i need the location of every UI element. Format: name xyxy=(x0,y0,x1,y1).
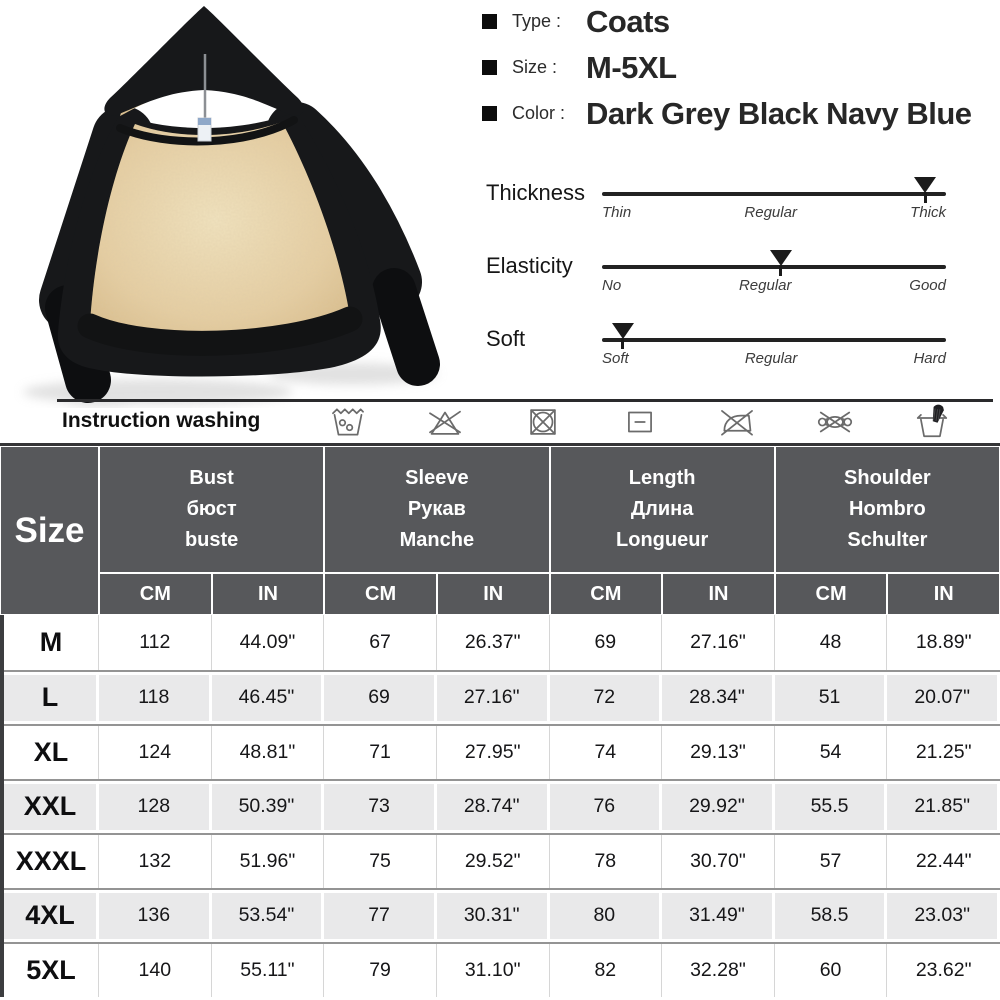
size-row-xxl xyxy=(4,779,1000,834)
size-row-4xl xyxy=(4,888,1000,943)
attribute-row xyxy=(482,97,972,130)
measurement-cell: 32.28" xyxy=(662,944,775,997)
measurement-cell: 55.5 xyxy=(775,781,888,834)
size-row-m xyxy=(4,615,1000,670)
measurement-cell: 76 xyxy=(550,781,663,834)
size-label-cell: L xyxy=(4,672,99,725)
size-label-cell: XL xyxy=(4,726,99,779)
measurement-cell: 140 xyxy=(99,944,212,997)
scale-tick-label: Regular xyxy=(738,277,792,294)
column-group-line: Bust xyxy=(189,467,234,489)
column-group-line: buste xyxy=(184,529,239,551)
column-group-line: Рукав xyxy=(407,498,466,520)
measurement-cell: 48.81" xyxy=(212,726,325,779)
measurement-cell: 27.16" xyxy=(437,672,550,725)
product-attributes xyxy=(482,5,972,143)
measurement-cell: 77 xyxy=(324,890,437,943)
unit-header: CM xyxy=(99,573,212,615)
measurement-cell: 128 xyxy=(99,781,212,834)
measurement-cell: 28.34" xyxy=(662,672,775,725)
column-group-header xyxy=(99,446,324,573)
measurement-cell: 27.95" xyxy=(437,726,550,779)
measurement-cell: 23.03" xyxy=(887,890,1000,943)
size-label-cell: M xyxy=(4,615,99,670)
measurement-cell: 51 xyxy=(775,672,888,725)
dry-flat-icon xyxy=(618,402,662,442)
measurement-cell: 30.31" xyxy=(437,890,550,943)
measurement-cell: 78 xyxy=(550,835,663,888)
measurement-cell: 28.74" xyxy=(437,781,550,834)
measurement-cell: 67 xyxy=(324,615,437,670)
measurement-cell: 69 xyxy=(324,672,437,725)
unit-header: CM xyxy=(775,573,888,615)
size-row-5xl xyxy=(4,942,1000,997)
size-label-cell: XXL xyxy=(4,781,99,834)
measurement-cell: 20.07" xyxy=(887,672,1000,725)
column-group-line: Hombro xyxy=(849,498,926,520)
measurement-cell: 48 xyxy=(775,615,888,670)
size-table xyxy=(0,443,1000,997)
attribute-row xyxy=(482,51,972,84)
measurement-cell: 31.49" xyxy=(662,890,775,943)
attribute-label: Size : xyxy=(512,57,558,77)
do-not-wring-icon xyxy=(813,402,857,442)
scale-track xyxy=(602,338,946,342)
measurement-cell: 29.92" xyxy=(662,781,775,834)
machine-wash-icon xyxy=(326,402,370,442)
scale-name: Elasticity xyxy=(486,253,573,278)
measurement-cell: 75 xyxy=(324,835,437,888)
scale-thickness xyxy=(482,168,950,241)
measurement-cell: 21.85" xyxy=(887,781,1000,834)
bullet-square-icon xyxy=(482,60,497,75)
size-table-body xyxy=(0,615,1000,997)
measurement-cell: 54 xyxy=(775,726,888,779)
unit-header: IN xyxy=(887,573,1000,615)
measurement-cell: 57 xyxy=(775,835,888,888)
size-row-l xyxy=(4,670,1000,725)
column-group-line: Longueur xyxy=(616,529,709,551)
measurement-cell: 29.52" xyxy=(437,835,550,888)
measurement-cell: 55.11" xyxy=(212,944,325,997)
do-not-iron-icon xyxy=(715,402,759,442)
measurement-cell: 18.89" xyxy=(915,630,972,653)
column-group-line: Shoulder xyxy=(844,467,931,489)
scale-tick-label: Good xyxy=(909,277,946,294)
do-not-tumble-dry-icon xyxy=(521,402,565,442)
column-group-line: Length xyxy=(628,467,696,489)
scale-tick-label: Hard xyxy=(913,350,946,367)
unit-header: CM xyxy=(550,573,663,615)
column-group-line: Sleeve xyxy=(405,467,469,489)
measurement-cell: 69 xyxy=(550,615,663,670)
size-table-header xyxy=(0,443,1000,615)
jacket-neck-tag xyxy=(198,118,211,141)
measurement-cell: 53.54" xyxy=(212,890,325,943)
scale-marker-icon xyxy=(612,323,634,339)
measurement-cell: 44.09" xyxy=(212,615,325,670)
hand-wash-icon xyxy=(910,402,954,442)
measurement-cell: 29.13" xyxy=(662,726,775,779)
size-label-cell: 5XL xyxy=(4,944,99,997)
measurement-cell: 50.39" xyxy=(212,781,325,834)
measurement-cell: 26.37" xyxy=(437,615,550,670)
scale-tick-labels xyxy=(602,204,946,221)
measurement-cell: 23.62" xyxy=(915,958,972,981)
measurement-cell: 124 xyxy=(99,726,212,779)
measurement-cell: 80 xyxy=(550,890,663,943)
unit-header: IN xyxy=(212,573,325,615)
unit-header: IN xyxy=(662,573,775,615)
measurement-cell: 112 xyxy=(99,615,212,670)
scale-elasticity xyxy=(482,241,950,314)
scale-track xyxy=(602,265,946,269)
scale-tick-labels xyxy=(602,277,946,294)
attribute-value: Coats xyxy=(586,3,670,39)
measurement-cell: 79 xyxy=(324,944,437,997)
scale-tick-labels xyxy=(602,350,946,367)
unit-header: IN xyxy=(437,573,550,615)
bullet-square-icon xyxy=(482,106,497,121)
measurement-cell: 31.10" xyxy=(437,944,550,997)
measurement-cell: 22.44" xyxy=(915,849,972,872)
size-label-cell: 4XL xyxy=(4,890,99,943)
scale-soft xyxy=(482,314,950,387)
column-group-line: Длина xyxy=(630,498,694,520)
size-corner-header: Size xyxy=(0,446,99,615)
column-group-header xyxy=(550,446,775,573)
scale-tick-label: Thin xyxy=(602,204,632,221)
measurement-cell: 74 xyxy=(550,726,663,779)
feature-scales xyxy=(482,168,950,387)
attribute-label: Color : xyxy=(512,103,566,123)
do-not-bleach-icon xyxy=(423,402,467,442)
scale-name: Thickness xyxy=(486,180,586,205)
bullet-square-icon xyxy=(482,14,497,29)
attribute-row xyxy=(482,5,972,38)
scale-marker-icon xyxy=(770,250,792,266)
column-group-line: бюст xyxy=(186,498,237,520)
washing-instructions-label: Instruction washing xyxy=(62,409,261,432)
measurement-cell: 136 xyxy=(99,890,212,943)
scale-tick-label: Regular xyxy=(744,204,797,221)
measurement-cell: 71 xyxy=(324,726,437,779)
column-group-line: Schulter xyxy=(847,529,928,551)
scale-tick-label: Thick xyxy=(910,204,946,221)
attribute-value: Dark Grey Black Navy Blue xyxy=(586,95,972,131)
measurement-cell: 51.96" xyxy=(212,835,325,888)
unit-header: CM xyxy=(324,573,437,615)
measurement-cell: 132 xyxy=(99,835,212,888)
measurement-cell: 60 xyxy=(775,944,888,997)
scale-name: Soft xyxy=(486,326,526,351)
scale-tick-label: Soft xyxy=(602,350,629,367)
washing-icons xyxy=(326,401,954,443)
measurement-cell: 73 xyxy=(324,781,437,834)
measurement-cell: 118 xyxy=(99,672,212,725)
attribute-label: Type : xyxy=(512,11,562,31)
size-label-cell: XXXL xyxy=(4,835,99,888)
scale-marker-icon xyxy=(914,177,936,193)
size-row-xl xyxy=(4,724,1000,779)
scale-track xyxy=(602,192,946,196)
measurement-cell: 46.45" xyxy=(212,672,325,725)
measurement-cell: 30.70" xyxy=(662,835,775,888)
jacket-product-image xyxy=(8,2,463,408)
scale-tick-label: Regular xyxy=(744,350,798,367)
column-group-header xyxy=(324,446,549,573)
scale-tick-label: No xyxy=(602,277,622,294)
measurement-cell: 82 xyxy=(550,944,663,997)
measurement-cell: 27.16" xyxy=(662,615,775,670)
column-group-header xyxy=(775,446,1000,573)
measurement-cell: 72 xyxy=(550,672,663,725)
size-row-xxxl xyxy=(4,833,1000,888)
measurement-cell: 58.5 xyxy=(775,890,888,943)
attribute-value: M-5XL xyxy=(586,49,677,85)
column-group-line: Manche xyxy=(399,529,475,551)
measurement-cell: 21.25" xyxy=(915,740,972,763)
